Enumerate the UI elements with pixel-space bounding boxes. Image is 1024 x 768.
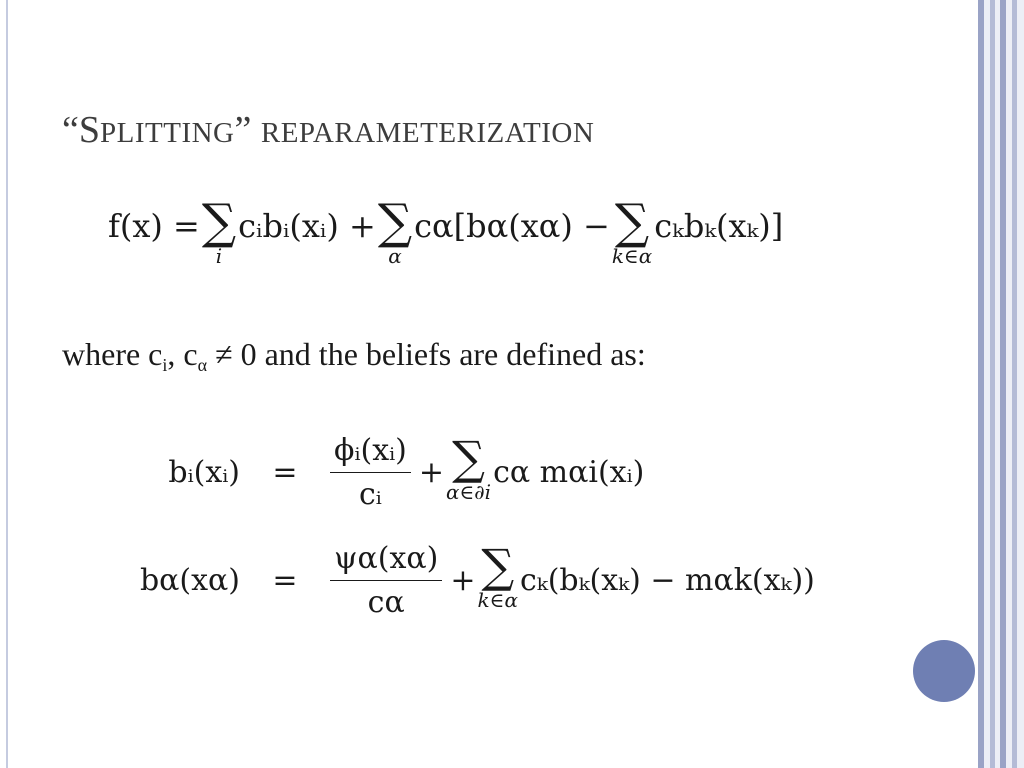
left-border-rule bbox=[6, 0, 8, 768]
decor-bar bbox=[990, 0, 995, 768]
fraction-denominator: cᵢ bbox=[359, 476, 382, 512]
title-cap-letter: S bbox=[78, 109, 101, 151]
page-indicator-dot bbox=[913, 640, 975, 702]
decor-bar bbox=[1012, 0, 1017, 768]
fraction-numerator: ϕᵢ(xᵢ) bbox=[330, 433, 411, 473]
sum-subscript: k∈α bbox=[477, 588, 518, 612]
belief-tail bbox=[418, 431, 645, 504]
belief-lhs: bᵢ(xᵢ) bbox=[168, 454, 240, 490]
sum-symbol: ∑ bbox=[377, 194, 413, 250]
where-suffix: ≠ 0 and the beliefs are defined as: bbox=[207, 336, 646, 372]
equals-sign: = bbox=[272, 454, 298, 490]
decor-bar bbox=[1000, 0, 1006, 768]
title-close-quote: ” bbox=[234, 109, 252, 151]
sum-block bbox=[446, 431, 492, 504]
sum-symbol: ∑ bbox=[614, 194, 650, 250]
right-decorative-bars bbox=[978, 0, 1024, 768]
sum-over-k bbox=[611, 194, 653, 268]
sum-block bbox=[477, 539, 518, 612]
slide-title bbox=[62, 108, 594, 152]
eq-term1: cᵢbᵢ(xᵢ) + bbox=[238, 207, 376, 245]
sum-over-alpha bbox=[377, 194, 413, 268]
sum-subscript: α bbox=[388, 244, 402, 268]
where-sub-i: i bbox=[162, 355, 168, 375]
eq-term2: cα[bα(xα) − bbox=[414, 207, 610, 245]
title-second-word: REPARAMETERIZATION bbox=[260, 117, 595, 149]
where-sub-alpha: α bbox=[197, 355, 208, 375]
belief-tail bbox=[450, 539, 815, 612]
fraction-denominator: cα bbox=[367, 584, 405, 620]
belief-lhs: bα(xα) bbox=[139, 562, 240, 598]
sum-symbol: ∑ bbox=[452, 431, 485, 485]
plus-sign: + bbox=[418, 454, 444, 490]
fraction-numerator: ψα(xα) bbox=[330, 541, 442, 581]
eq-lhs: f(x) = bbox=[108, 207, 200, 245]
belief-equations bbox=[120, 418, 815, 634]
belief-tail-term: cα mαi(xᵢ) bbox=[493, 454, 645, 490]
belief-equation-row bbox=[120, 418, 815, 526]
fraction bbox=[330, 541, 442, 620]
sum-subscript: k∈α bbox=[611, 244, 653, 268]
decor-bar bbox=[978, 0, 984, 768]
fraction bbox=[330, 433, 411, 512]
where-mid: , c bbox=[167, 336, 198, 372]
title-word-rest: PLITTING bbox=[100, 117, 235, 149]
sum-symbol: ∑ bbox=[481, 539, 515, 593]
title-open-quote: “ bbox=[62, 109, 79, 151]
sum-over-i bbox=[201, 194, 237, 268]
main-equation bbox=[108, 194, 784, 268]
eq-term3: cₖbₖ(xₖ)] bbox=[654, 207, 784, 245]
where-prefix: where c bbox=[62, 336, 163, 372]
sum-subscript: α∈∂i bbox=[446, 480, 492, 504]
belief-equation-row bbox=[120, 526, 815, 634]
sum-symbol: ∑ bbox=[201, 194, 237, 250]
where-line bbox=[62, 336, 646, 376]
belief-tail-term: cₖ(bₖ(xₖ) − mαk(xₖ)) bbox=[519, 562, 815, 598]
equals-sign: = bbox=[272, 562, 298, 598]
sum-subscript: i bbox=[215, 244, 223, 268]
plus-sign: + bbox=[450, 562, 476, 598]
